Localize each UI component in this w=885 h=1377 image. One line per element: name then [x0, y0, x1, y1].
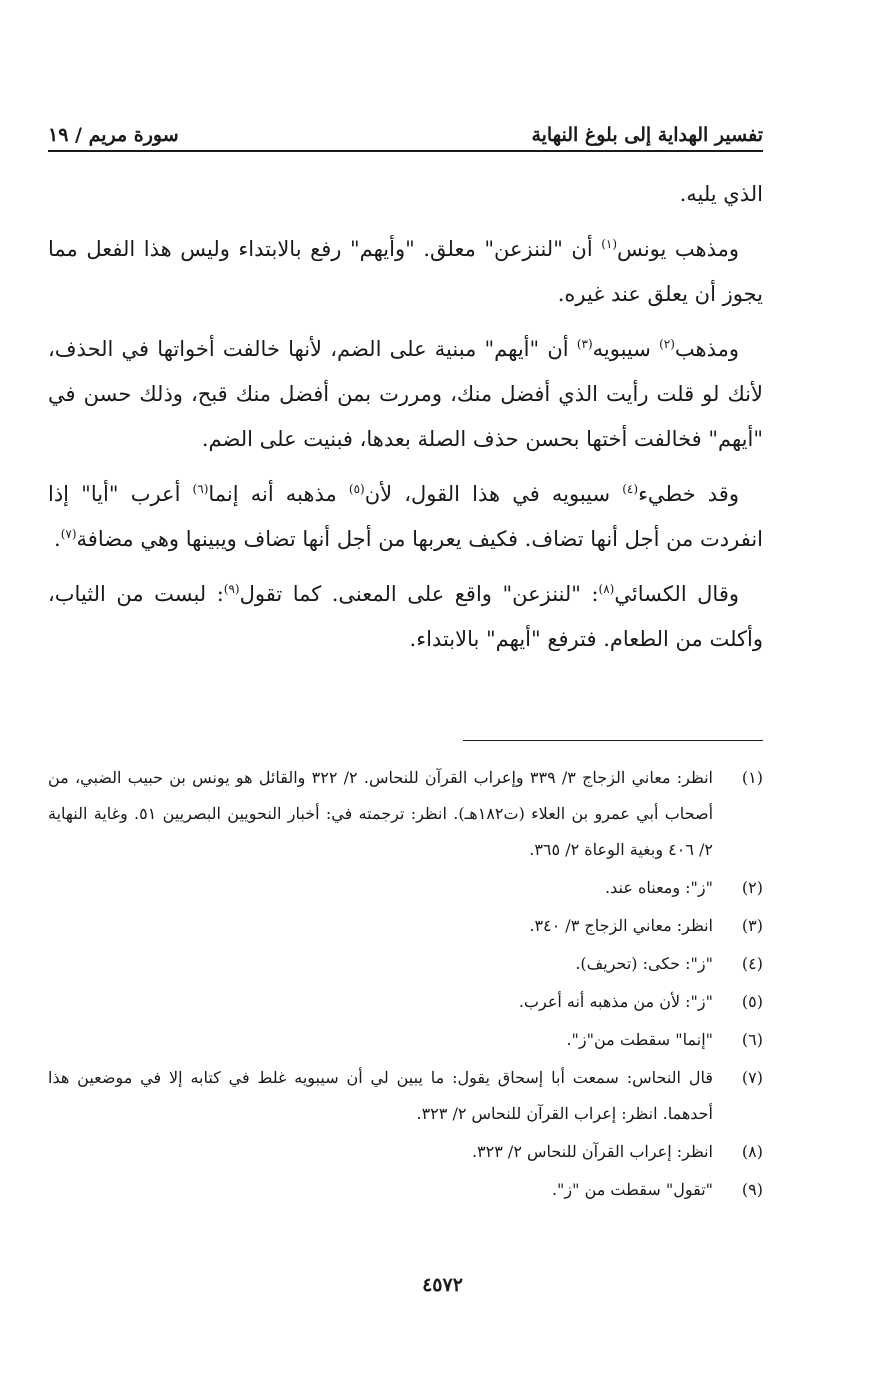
footnote-ref-5: (٥)	[348, 482, 365, 496]
footnote-5: (٥) "ز": لأن من مذهبه أنه أعرب.	[518, 992, 763, 1011]
footnote-ref-8: (٨)	[598, 582, 615, 596]
header-rule	[48, 150, 763, 152]
footnote-ref-4: (٤)	[622, 482, 639, 496]
footnote-4: (٤) "ز": حكى: (تحريف).	[575, 954, 763, 973]
footnote-ref-6: (٦)	[192, 482, 209, 496]
footnote-2: (٢) "ز": ومعناه عند.	[605, 878, 763, 897]
footnote-ref-3: (٣)	[576, 337, 593, 351]
footnote-ref-9: (٩)	[223, 582, 240, 596]
surah-label: سورة مريم / ١٩	[48, 124, 179, 146]
footnotes	[48, 760, 763, 1210]
footnote-7: (٧) قال النحاس: سمعت أبا إسحاق يقول: ما يبين لي أن سيبويه غلط في كتابه إلا في موضعين هذا أحدهما. انظر: إعراب القرآن للنحاس ٢/ ٣٢٣.	[48, 1068, 763, 1123]
footnote-separator	[463, 740, 763, 741]
paragraph-2: ومذهب يونس$^{(١)}$ أن "لننزعن" معلق. "وأيهم" رفع بالابتداء وليس هذا الفعل مما يجوز أن يعلق عند غيره.	[48, 237, 763, 306]
paragraph-3: ومذهب$^{(٢)}$ سيبويه$^{(٣)}$ أن "أيهم" مبنية على الضم، لأنها خالفت أخواتها في الحذف، لأنك لو قلت رأيت الذي أفضل منك، ومررت بمن أفضل منك قبح، وذلك حسن في "أيهم" فخالفت أختها بحسن حذف الصلة بعدها، فبنيت على الضم.	[48, 337, 763, 451]
main-text	[48, 172, 763, 672]
footnote-9: (٩) "تقول" سقطت من "ز".	[551, 1180, 763, 1199]
footnote-6: (٦) "إنما" سقطت من"ز".	[566, 1030, 763, 1049]
paragraph-4: وقد خطيء$^{(٤)}$ سيبويه في هذا القول، لأن$^{(٥)}$ مذهبه أنه إنما$^{(٦)}$ أعرب "أيا" إذا انفردت من أجل أنها تضاف. فكيف يعربها من أجل أنها تضاف ويبينها وهي مضافة$^{(٧)}$.	[48, 482, 763, 551]
paragraph-5: وقال الكسائي$^{(٨)}$: "لننزعن" واقع على المعنى. كما تقول$^{(٩)}$: لبست من الثياب، وأكلت من الطعام. فترفع "أيهم" بالابتداء.	[48, 582, 763, 651]
book-title: تفسير الهداية إلى بلوغ النهاية	[531, 124, 763, 146]
footnote-1: (١) انظر: معاني الزجاج ٣/ ٣٣٩ وإعراب القرآن للنحاس. ٢/ ٣٢٢ والقائل هو يونس بن حبيب الضبي، من أصحاب أبي عمرو بن العلاء (ت١٨٢هـ). انظر: ترجمته في: أخبار النحويين البصريين ٥١. وغاية النهاية ٢/ ٤٠٦ وبغية الوعاة ٢/ ٣٦٥.	[48, 768, 763, 859]
page-number: ٤٥٧٢	[422, 1274, 463, 1296]
running-header	[48, 112, 763, 146]
footnote-3: (٣) انظر: معاني الزجاج ٣/ ٣٤٠.	[529, 916, 763, 935]
footnote-8: (٨) انظر: إعراب القرآن للنحاس ٢/ ٣٢٣.	[471, 1142, 763, 1161]
paragraph-1: الذي يليه.	[679, 182, 763, 206]
footnote-ref-7: (٧)	[60, 527, 77, 541]
footnote-ref-2: (٢)	[659, 337, 675, 351]
footnote-ref-1: (١)	[601, 237, 618, 251]
